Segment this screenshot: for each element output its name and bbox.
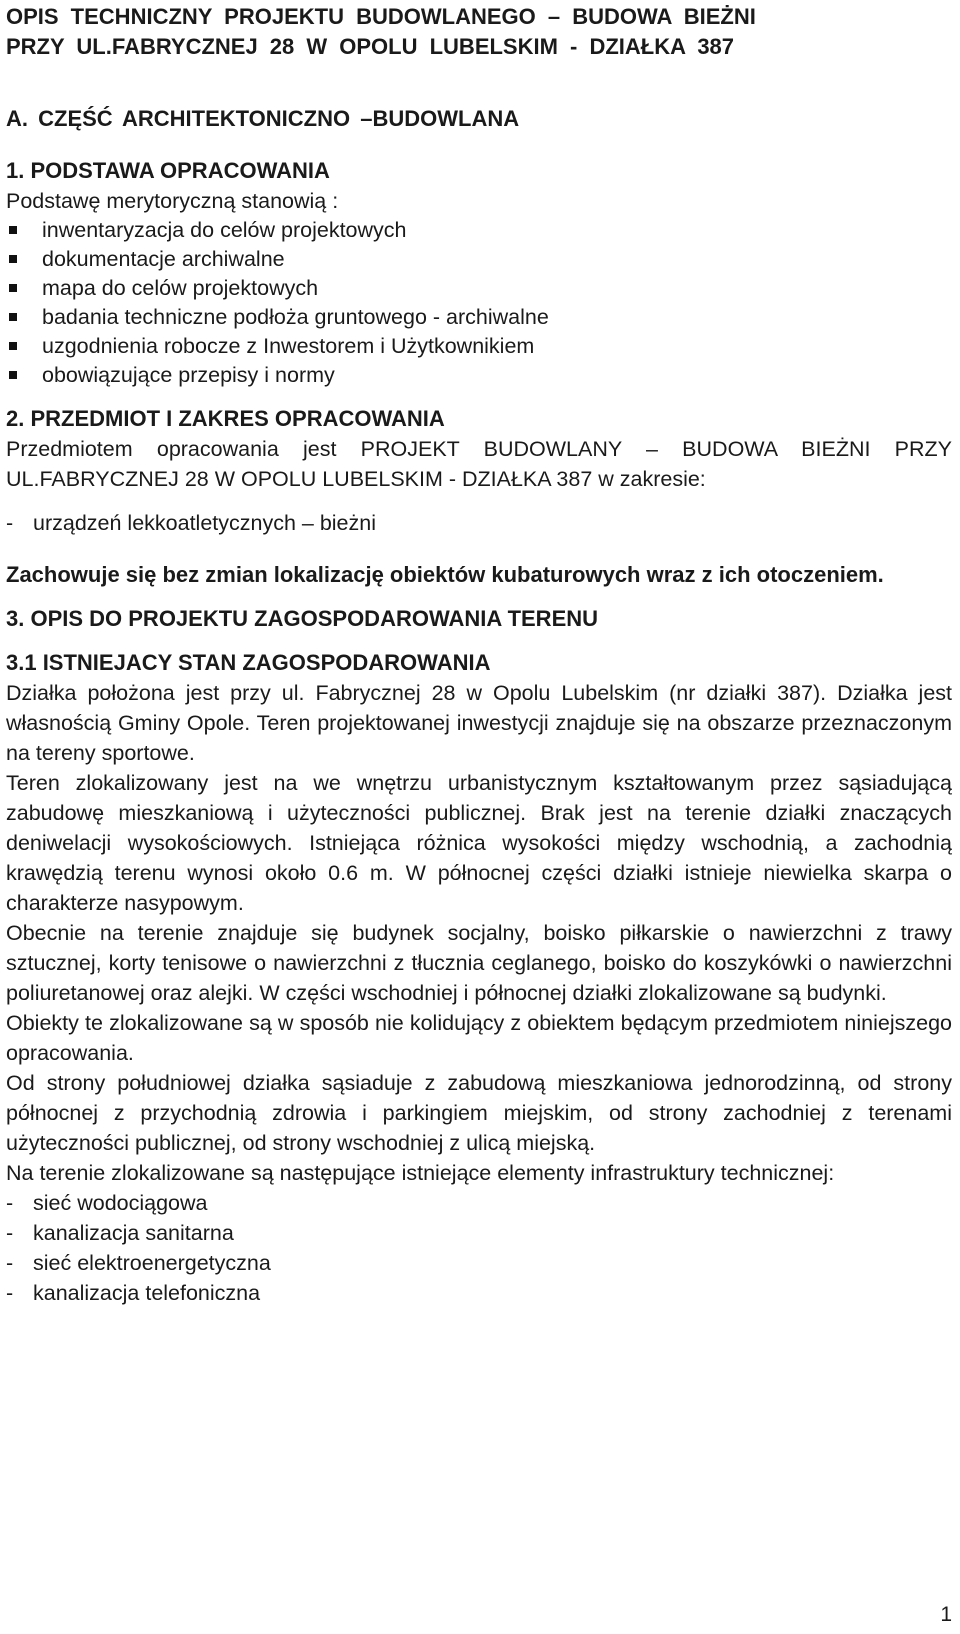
document-page xyxy=(6,2,952,1308)
bullet-item xyxy=(6,245,952,274)
bullet-text: inwentaryzacja do celów projektowych xyxy=(42,218,407,242)
dash-marker: - xyxy=(6,1251,14,1275)
section-2-bold-note: Zachowuje się bez zmian lokalizację obiektów kubaturowych wraz z ich otoczeniem. xyxy=(6,562,884,587)
bullet-text: mapa do celów projektowych xyxy=(42,276,319,300)
part-heading: A. CZĘŚĆ ARCHITEKTONICZNO –BUDOWLANA xyxy=(6,106,520,131)
square-bullet-icon xyxy=(9,226,17,234)
bullet-item xyxy=(6,274,952,303)
dash-marker: - xyxy=(6,1221,14,1245)
infrastructure-list xyxy=(6,1188,952,1308)
infrastructure-item xyxy=(6,1278,952,1308)
scope-item xyxy=(6,508,952,538)
bullet-item xyxy=(6,361,952,390)
section-2-heading: 2. PRZEDMIOT I ZAKRES OPRACOWANIA xyxy=(6,406,445,431)
section-1-heading: 1. PODSTAWA OPRACOWANIA xyxy=(6,158,330,183)
section-2-scope-list xyxy=(6,508,952,538)
document-title-line-2: PRZY UL.FABRYCZNEJ 28 W OPOLU LUBELSKIM - DZIAŁKA 387 xyxy=(6,34,735,59)
bullet-text: badania techniczne podłoża gruntowego - archiwalne xyxy=(42,305,549,329)
dash-marker: - xyxy=(6,1191,14,1215)
square-bullet-icon xyxy=(9,371,17,379)
bullet-text: dokumentacje archiwalne xyxy=(42,247,285,271)
dash-marker: - xyxy=(6,511,14,535)
section-2-paragraph: Przedmiotem opracowania jest PROJEKT BUDOWLANY – BUDOWA BIEŻNI PRZY UL.FABRYCZNEJ 28 W OPOLU LUBELSKIM - DZIAŁKA 387 w zakresie: xyxy=(6,437,952,491)
bullet-item xyxy=(6,303,952,332)
bullet-item xyxy=(6,216,952,245)
bullet-text: uzgodnienia robocze z Inwestorem i Użytkownikiem xyxy=(42,334,535,358)
scope-item-text: urządzeń lekkoatletycznych – bieżni xyxy=(33,511,376,535)
section-1-bullet-list xyxy=(6,216,952,390)
section-3-1-paragraph: Teren zlokalizowany jest na we wnętrzu urbanistycznym kształtowanym przez sąsiadującą zabudowę mieszkaniową i użyteczności publicznej. Brak jest na terenie działki znaczących deniwelacji wysokościowych. Istniejąca różnica wysokości między wschodnią, a zachodnią krawędzią terenu wynosi około 0.6 m. W północnej części działki istnieje niewielka skarpa o charakterze nasypowym. xyxy=(6,771,952,915)
section-1-intro: Podstawę merytoryczną stanowią : xyxy=(6,189,339,213)
section-3-1-heading: 3.1 ISTNIEJACY STAN ZAGOSPODAROWANIA xyxy=(6,650,491,675)
document-title-line-1: OPIS TECHNICZNY PROJEKTU BUDOWLANEGO – BUDOWA BIEŻNI xyxy=(6,4,756,29)
infrastructure-item xyxy=(6,1248,952,1278)
square-bullet-icon xyxy=(9,342,17,350)
page-number: 1 xyxy=(940,1603,952,1626)
infrastructure-item-text: sieć elektroenergetyczna xyxy=(33,1251,271,1275)
section-3-1-paragraph: Obecnie na terenie znajduje się budynek socjalny, boisko piłkarskie o nawierzchni z trawy sztucznej, korty tenisowe o nawierzchni z tłucznia ceglanego, boisko do koszykówki o nawierzchni poliuretanowej oraz alejki. W części wschodniej i północnej działki zlokalizowane są budynki. xyxy=(6,921,952,1005)
square-bullet-icon xyxy=(9,313,17,321)
section-3-1-paragraph: Działka położona jest przy ul. Fabrycznej 28 w Opolu Lubelskim (nr działki 387). Działka jest własnością Gminy Opole. Teren projektowanej inwestycji znajduje się na obszarze przeznaczonym na tereny sportowe. xyxy=(6,681,952,765)
bullet-item xyxy=(6,332,952,361)
section-3-1-paragraph: Od strony południowej działka sąsiaduje z zabudową mieszkaniowa jednorodzinną, od strony północnej z przychodnią zdrowia i parkingiem miejskim, od strony zachodniej z terenami użyteczności publicznej, od strony wschodniej z ulicą miejską. xyxy=(6,1071,952,1155)
section-3-heading: 3. OPIS DO PROJEKTU ZAGOSPODAROWANIA TERENU xyxy=(6,606,599,631)
dash-marker: - xyxy=(6,1281,14,1305)
square-bullet-icon xyxy=(9,284,17,292)
square-bullet-icon xyxy=(9,255,17,263)
infrastructure-item-text: kanalizacja sanitarna xyxy=(33,1221,234,1245)
section-3-1-paragraph: Obiekty te zlokalizowane są w sposób nie kolidujący z obiektem będącym przedmiotem niniejszego opracowania. xyxy=(6,1011,952,1065)
bullet-text: obowiązujące przepisy i normy xyxy=(42,363,335,387)
infrastructure-item xyxy=(6,1188,952,1218)
infrastructure-item xyxy=(6,1218,952,1248)
infrastructure-item-text: kanalizacja telefoniczna xyxy=(33,1281,261,1305)
infrastructure-item-text: sieć wodociągowa xyxy=(33,1191,208,1215)
section-3-1-paragraph: Na terenie zlokalizowane są następujące istniejące elementy infrastruktury technicznej: xyxy=(6,1161,835,1185)
